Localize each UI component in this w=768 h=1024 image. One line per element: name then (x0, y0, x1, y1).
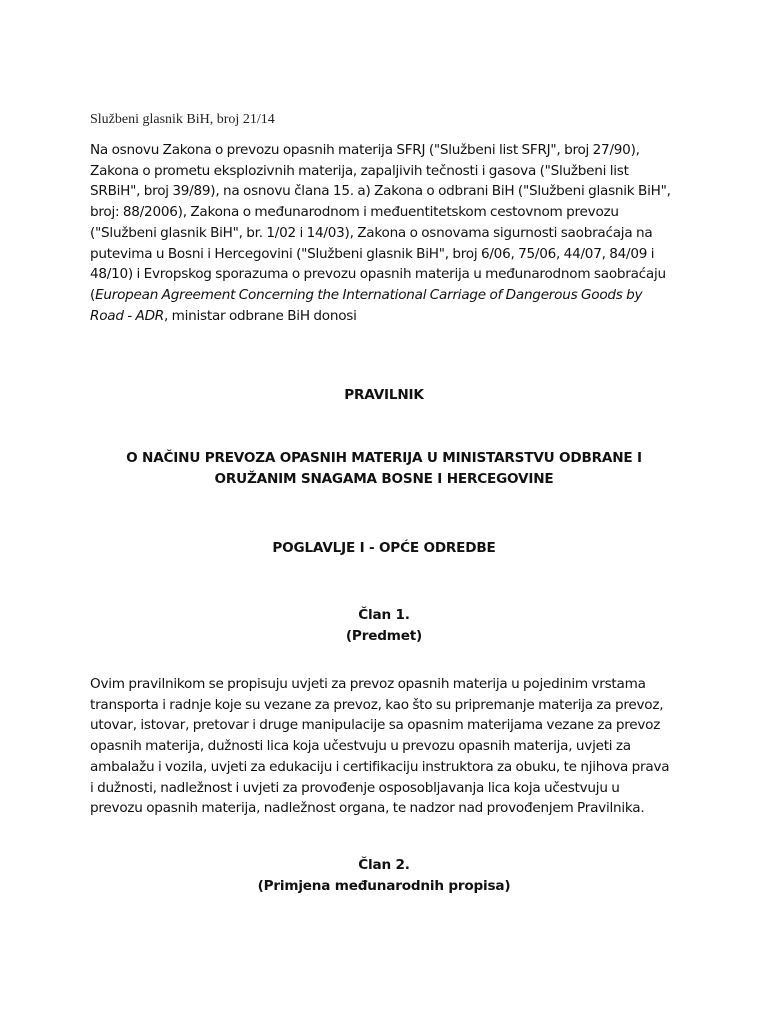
body-line: Ovim pravilnikom se propisuju uvjeti za prevoz opasnih materija u pojedinim vrstama (90, 676, 646, 692)
article-title: (Predmet) (345, 628, 423, 644)
adr-agreement-title: European Agreement Concerning the International Carriage of Dangerous Goods by (95, 286, 643, 303)
preamble-closing: , ministar odbrane BiH donosi (163, 307, 357, 324)
preamble-open-paren: ( (90, 286, 96, 303)
article-title: (Primjena međunarodnih propisa) (257, 878, 511, 894)
article-1-body (90, 674, 690, 819)
preamble-line: broj: 88/2006), Zakona o međunarodnom i međuentitetskom cestovnom prevozu (90, 204, 619, 221)
document-subtitle (0, 448, 768, 490)
preamble-line: putevima u Bosni i Hercegovini ("Službeni glasnik BiH", broj 6/06, 75/06, 44/07, 84/09 i (90, 245, 655, 262)
article-number: Član 1. (358, 607, 410, 623)
adr-abbreviation: Road - ADR (90, 307, 164, 324)
preamble-line: 48/10) i Evropskog sporazuma o prevozu opasnih materija u međunarodnom saobraćaju (90, 266, 666, 283)
body-line: prevozu opasnih materija, nadležnost organa, te nadzor nad provođenjem Pravilnika. (90, 800, 645, 817)
article-2-heading (0, 855, 768, 897)
article-1-heading (0, 605, 768, 647)
subtitle-line: ORUŽANIM SNAGAMA BOSNE I HERCEGOVINE (214, 471, 554, 487)
chapter-heading: POGLAVLJE I - OPĆE ODREDBE (272, 540, 496, 556)
preamble (90, 140, 690, 326)
article-number: Član 2. (358, 857, 410, 873)
subtitle-line: O NAČINU PREVOZA OPASNIH MATERIJA U MINISTARSTVU ODBRANE I (126, 450, 642, 466)
body-line: transporta i radnje koje su vezane za prevoz, kao što su pripremanje materija za prevoz, (90, 696, 664, 713)
body-line: opasnih materija, dužnosti lica koja učestvuju u prevozu opasnih materija, uvjeti za (90, 738, 631, 755)
body-line: i dužnosti, nadležnost i uvjeti za provođenje osposobljavanja lica koja učestvuju u (90, 779, 620, 796)
preamble-line: Zakona o prometu eksplozivnih materija, zapaljivih tečnosti i gasova ("Službeni list (90, 162, 629, 179)
preamble-line: ("Službeni glasnik BiH", br. 1/02 i 14/03), Zakona o osnovama sigurnosti saobraćaja na (90, 224, 653, 241)
preamble-line: SRBiH", broj 39/89), na osnovu člana 15. a) Zakona o odbrani BiH ("Službeni glasnik BiH", (90, 183, 671, 200)
preamble-line (90, 285, 690, 306)
source-citation: Službeni glasnik BiH, broj 21/14 (90, 112, 275, 127)
body-line: ambalažu i vozila, uvjeti za edukaciju i certifikaciju instruktora za obuku, te njihova prava (90, 758, 670, 775)
preamble-line (90, 306, 690, 327)
preamble-line: Na osnovu Zakona o prevozu opasnih materija SFRJ ("Službeni list SFRJ", broj 27/90), (90, 142, 640, 158)
document-title: PRAVILNIK (344, 387, 424, 403)
body-line: utovar, istovar, pretovar i druge manipulacije sa opasnim materijama vezane za prevoz (90, 717, 661, 734)
